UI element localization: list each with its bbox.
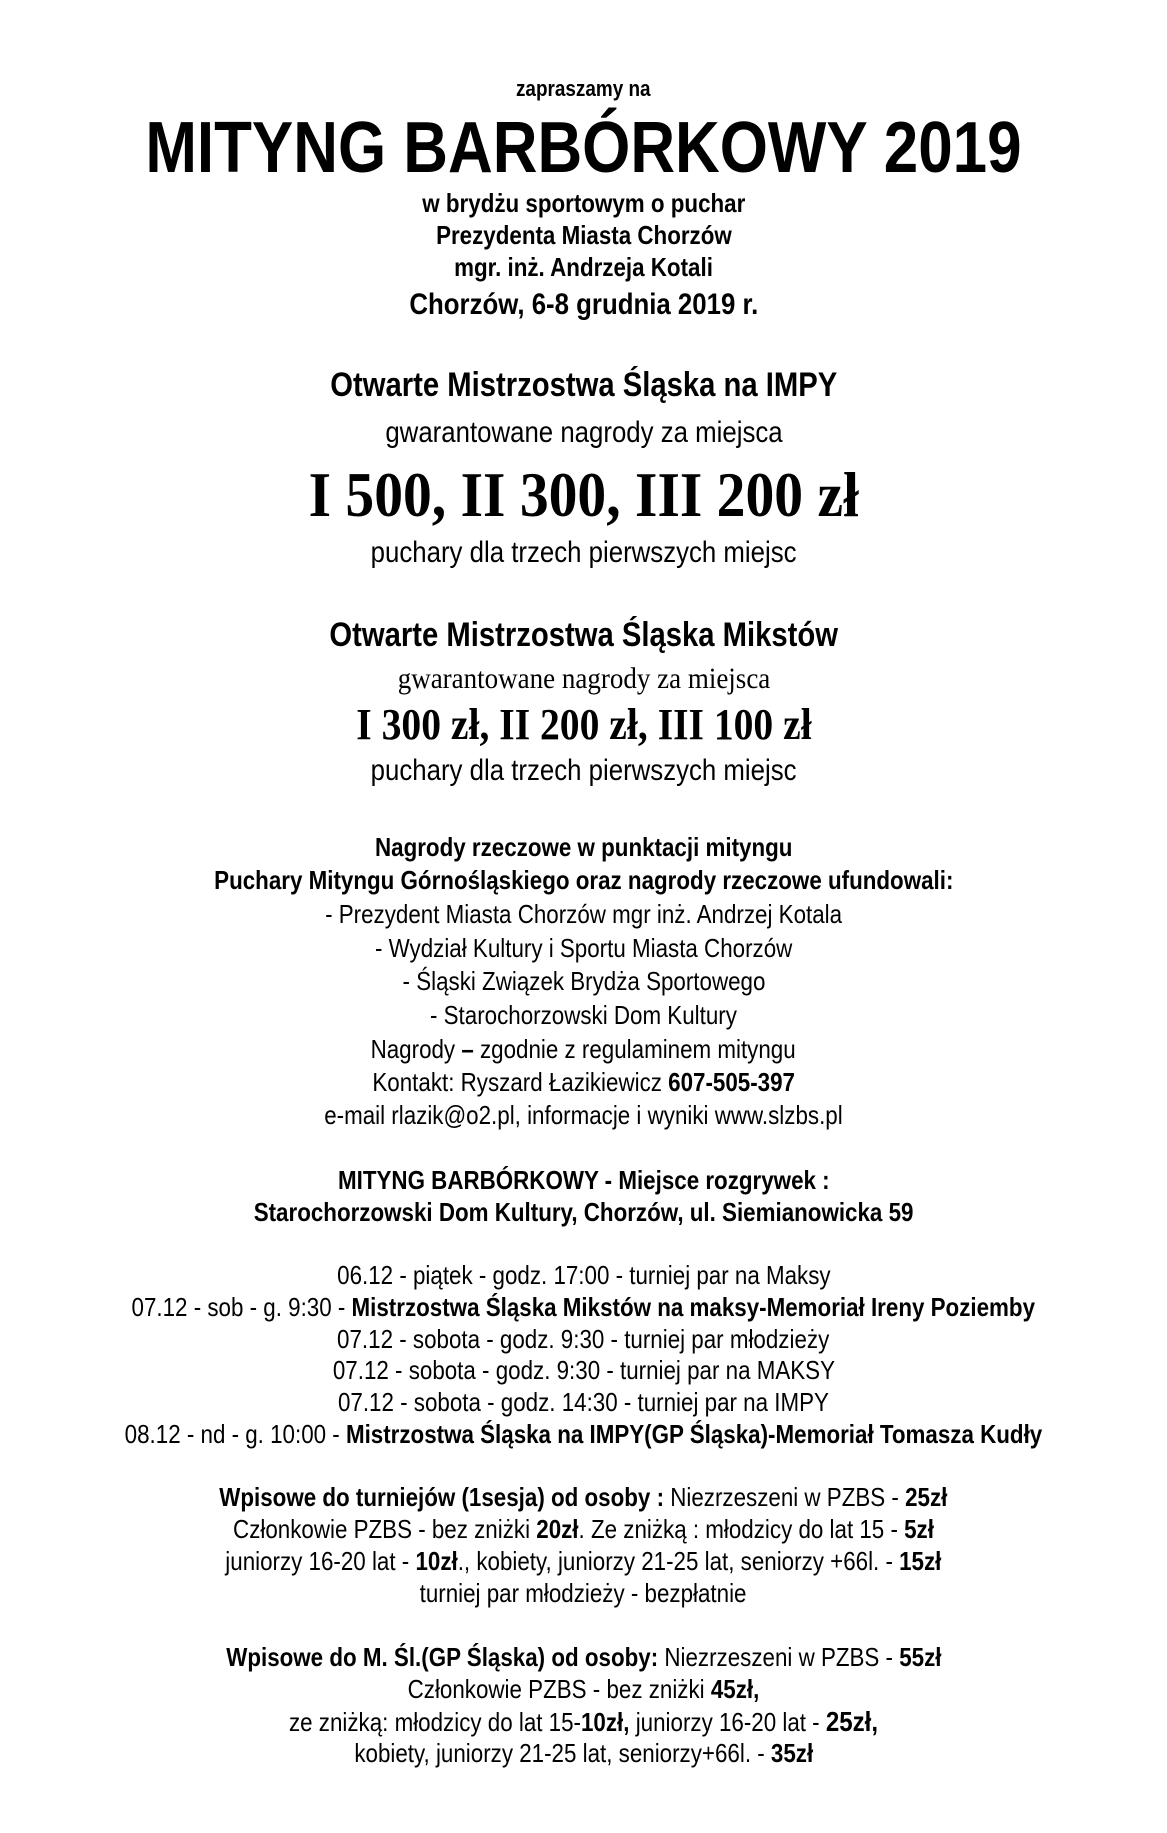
- fees-championship-line: Członkowie PZBS - bez zniżki 45zł,: [407, 1674, 760, 1704]
- subtitle-line: mgr. inż. Andrzeja Kotali: [454, 252, 713, 282]
- subtitle-line: w brydżu sportowym o puchar: [421, 188, 746, 218]
- impy-guaranteed: gwarantowane nagrody za miejsca: [384, 416, 783, 449]
- schedule-item: 07.12 - sobota - godz. 9:30 - turniej par na MAKSY: [332, 1355, 835, 1385]
- mixed-guaranteed: gwarantowane nagrody za miejsca: [397, 662, 770, 695]
- mixed-heading: Otwarte Mistrzostwa Śląska Mikstów: [329, 616, 838, 654]
- fees-tournament-line: Wpisowe do turniejów (1sesja) od osoby : Niezrzeszeni w PZBS - 25zł: [219, 1482, 948, 1512]
- schedule-item: 07.12 - sobota - godz. 9:30 - turniej par młodzieży: [337, 1324, 830, 1354]
- sponsor-item: - Wydział Kultury i Sportu Miasta Chorzów: [374, 933, 793, 963]
- fees-championship-line: ze zniżką: młodzicy do lat 15-10zł, juniorzy 16-20 lat - 25zł,: [288, 1706, 879, 1737]
- venue-heading: MITYNG BARBÓRKOWY - Miejsce rozgrywek :: [337, 1165, 830, 1195]
- event-title: MITYNG BARBÓRKOWY 2019: [145, 108, 1022, 188]
- schedule-item: 06.12 - piątek - godz. 17:00 - turniej par na Maksy: [336, 1260, 831, 1290]
- venue-address: Starochorzowski Dom Kultury, Chorzów, ul. Siemianowicka 59: [253, 1197, 914, 1227]
- impy-cups: puchary dla trzech pierwszych miejsc: [370, 536, 797, 569]
- sponsors-subheading: Puchary Mityngu Górnośląskiego oraz nagrody rzeczowe ufundowali:: [213, 865, 954, 895]
- schedule-item: 07.12 - sobota - godz. 14:30 - turniej par na IMPY: [338, 1387, 829, 1417]
- sponsor-item: - Śląski Związek Brydża Sportowego: [402, 966, 765, 996]
- schedule-item: 07.12 - sob - g. 9:30 - Mistrzostwa Śląska Mikstów na maksy-Memoriał Ireny Poziemby: [131, 1292, 1036, 1322]
- impy-heading: Otwarte Mistrzostwa Śląska na IMPY: [330, 366, 837, 404]
- sponsor-item: - Starochorzowski Dom Kultury: [430, 1000, 737, 1030]
- sponsor-item: - Prezydent Miasta Chorzów mgr inż. Andrzej Kotala: [325, 899, 842, 929]
- fees-championship-line: kobiety, juniorzy 21-25 lat, seniorzy+66l. - 35zł: [354, 1738, 813, 1768]
- fees-tournament-line: Członkowie PZBS - bez zniżki 20zł. Ze zniżką : młodzicy do lat 15 - 5zł: [233, 1514, 934, 1544]
- contact-phone[interactable]: 607-505-397: [667, 1067, 795, 1097]
- event-date-place: Chorzów, 6-8 grudnia 2019 r.: [409, 288, 758, 321]
- invite-text: zapraszamy na: [516, 76, 651, 101]
- schedule-item: 08.12 - nd - g. 10:00 - Mistrzostwa Śląska na IMPY(GP Śląska)-Memoriał Tomasza Kudły: [124, 1419, 1043, 1449]
- fees-championship-line: Wpisowe do M. Śl.(GP Śląska) od osoby: Niezrzeszeni w PZBS - 55zł: [225, 1642, 942, 1672]
- subtitle-line: Prezydenta Miasta Chorzów: [435, 220, 732, 250]
- fees-tournament-line: turniej par młodzieży - bezpłatnie: [420, 1578, 747, 1608]
- mixed-prizes: I 300 zł, II 200 zł, III 100 zł: [355, 700, 812, 749]
- fees-tournament-line: juniorzy 16-20 lat - 10zł., kobiety, juniorzy 21-25 lat, seniorzy +66l. - 15zł: [225, 1546, 942, 1576]
- mixed-cups: puchary dla trzech pierwszych miejsc: [370, 754, 797, 787]
- email-line[interactable]: e-mail rlazik@o2.pl, informacje i wyniki www.slzbs.pl: [324, 1100, 843, 1130]
- rules-note: Nagrody – zgodnie z regulaminem mityngu: [370, 1034, 797, 1064]
- sponsors-heading: Nagrody rzeczowe w punktacji mityngu: [374, 832, 793, 862]
- contact-line: Kontakt: Ryszard Łazikiewicz 607-505-397: [372, 1067, 795, 1097]
- impy-prizes: I 500, II 300, III 200 zł: [308, 459, 859, 530]
